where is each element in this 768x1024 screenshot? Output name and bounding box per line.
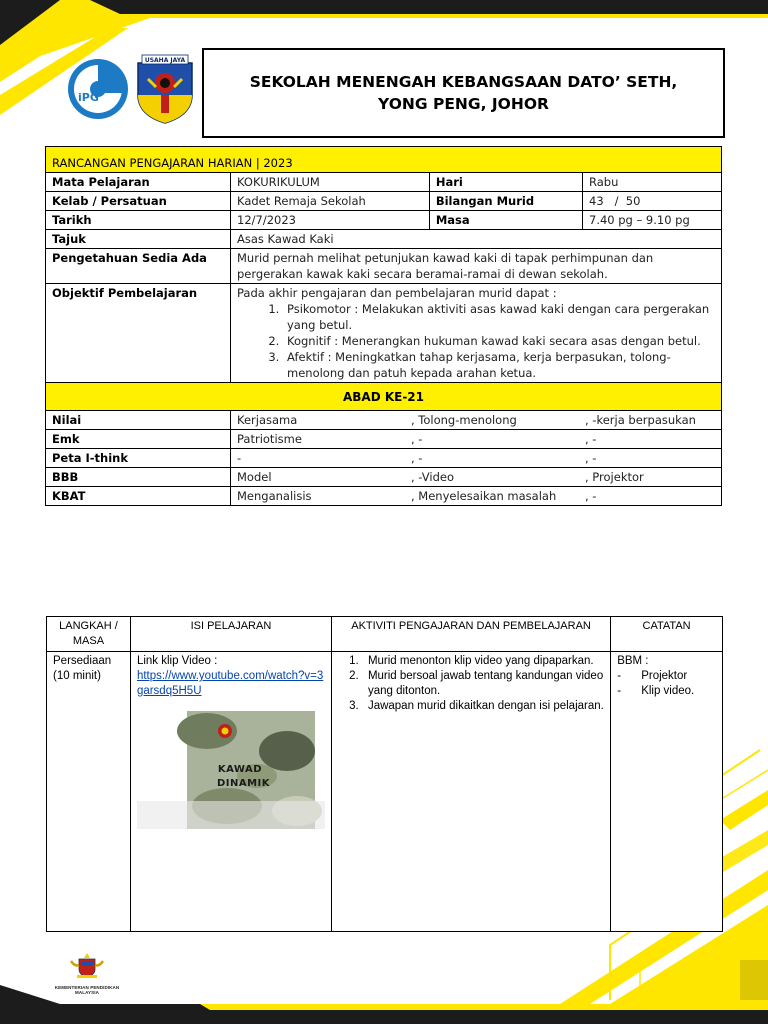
- catatan-item: - Projektor: [617, 669, 716, 684]
- thumbnail-text: KAWAD DINAMIK: [216, 764, 270, 789]
- abad-value: , -: [411, 451, 423, 465]
- school-name: SEKOLAH MENENGAH KEBANGSAAN DATO’ SETH, YONG PENG, JOHOR: [249, 73, 678, 113]
- svg-text:USAHA JAYA: USAHA JAYA: [144, 57, 186, 64]
- label-nilai: Nilai: [46, 411, 231, 430]
- school-crest-icon: [134, 53, 196, 125]
- catatan-title: BBM :: [617, 655, 649, 667]
- label-peta-ithink: Peta I-think: [46, 449, 231, 468]
- abad-value: , -kerja berpasukan: [585, 413, 696, 427]
- label-pengetahuan: Pengetahuan Sedia Ada: [46, 249, 231, 284]
- label-bilangan: Bilangan Murid: [429, 192, 582, 211]
- catatan-list: [617, 669, 716, 699]
- abad-title: ABAD KE-21: [46, 383, 722, 411]
- label-kbat: KBAT: [46, 487, 231, 506]
- abad-value: , -Video: [411, 470, 455, 484]
- cell-langkah: Persediaan (10 minit): [47, 652, 131, 932]
- label-tarikh: Tarikh: [46, 211, 231, 230]
- value-mata-pelajaran: KOKURIKULUM: [231, 173, 430, 192]
- label-kelab: Kelab / Persatuan: [46, 192, 231, 211]
- school-title-box: [202, 48, 725, 138]
- rph-table: [45, 146, 722, 506]
- objektif-list: [283, 301, 715, 381]
- abad-value: , Projektor: [585, 470, 644, 484]
- value-tarikh: 12/7/2023: [231, 211, 430, 230]
- value-pengetahuan: Murid pernah melihat petunjukan kawad kaki di tapak perhimpunan dan pergerakan kawak kaki secara beramai-ramai di dewan sekolah.: [231, 249, 722, 284]
- label-bbb: BBB: [46, 468, 231, 487]
- rph-title: RANCANGAN PENGAJARAN HARIAN | 2023: [46, 147, 722, 173]
- value-masa: 7.40 pg – 9.10 pg: [583, 211, 722, 230]
- isi-label: Link klip Video :: [136, 655, 218, 667]
- aktiviti-item: 2. Murid bersoal jawab tentang kandungan video yang ditonton.: [362, 669, 604, 699]
- abad-value: Menganalisis: [237, 489, 312, 503]
- aktiviti-item: 3. Jawapan murid dikaitkan dengan isi pelajaran.: [362, 699, 604, 714]
- label-tajuk: Tajuk: [46, 230, 231, 249]
- abad-value: , -: [585, 451, 597, 465]
- abad-value: , -: [585, 489, 597, 503]
- value-bbb: [231, 468, 722, 487]
- value-kelab: Kadet Remaja Sekolah: [231, 192, 430, 211]
- video-thumbnail[interactable]: [137, 711, 325, 829]
- objektif-item: 2. Kognitif : Menerangkan hukuman kawad kaki secara asas dengan betul.: [283, 333, 715, 349]
- abad-value: -: [237, 451, 242, 465]
- label-emk: Emk: [46, 430, 231, 449]
- ministry-logo: [47, 951, 127, 995]
- cell-isi: [130, 652, 331, 932]
- abad-value: Kerjasama: [237, 413, 298, 427]
- catatan-item: - Klip video.: [617, 684, 716, 699]
- value-bilangan: 43 / 50: [583, 192, 722, 211]
- ipg-logo-icon: [66, 57, 130, 121]
- value-nilai: [231, 411, 722, 430]
- abad-value: , -: [585, 432, 597, 446]
- cell-catatan: [611, 652, 723, 932]
- value-objektif: [231, 284, 722, 383]
- value-tajuk: Asas Kawad Kaki: [231, 230, 722, 249]
- value-kbat: [231, 487, 722, 506]
- abad-value: Patriotisme: [237, 432, 302, 446]
- abad-value: , -: [411, 432, 423, 446]
- objektif-intro: Pada akhir pengajaran dan pembelajaran murid dapat :: [237, 286, 557, 300]
- value-hari: Rabu: [583, 173, 722, 192]
- cell-aktiviti: [331, 652, 610, 932]
- objektif-item: 1. Psikomotor : Melakukan aktiviti asas kawad kaki dengan cara pergerakan yang betul.: [283, 301, 715, 333]
- header-catatan: CATATAN: [611, 617, 723, 652]
- value-peta-ithink: [231, 449, 722, 468]
- abad-value: , Menyelesaikan masalah: [411, 489, 557, 503]
- ministry-name: KEMENTERIAN PENDIDIKAN MALAYSIA: [54, 985, 120, 995]
- video-link[interactable]: https://www.youtube.com/watch?v=3garsdq5H5U: [136, 670, 324, 697]
- abad-value: Model: [237, 470, 272, 484]
- label-hari: Hari: [429, 173, 582, 192]
- value-emk: [231, 430, 722, 449]
- header-isi: ISI PELAJARAN: [130, 617, 331, 652]
- objektif-item: 3. Afektif : Meningkatkan tahap kerjasama, kerja berpasukan, tolong-menolong dan patuh kepada arahan ketua.: [283, 349, 715, 381]
- label-mata-pelajaran: Mata Pelajaran: [46, 173, 231, 192]
- aktiviti-item: 1. Murid menonton klip video yang dipaparkan.: [362, 654, 604, 669]
- label-objektif: Objektif Pembelajaran: [46, 284, 231, 383]
- svg-text:iPG: iPG: [78, 91, 99, 104]
- header-langkah: LANGKAH / MASA: [47, 617, 131, 652]
- malaysia-coat-of-arms-icon: [67, 951, 107, 979]
- lesson-table: [46, 616, 723, 932]
- aktiviti-list: [362, 654, 604, 714]
- abad-value: , Tolong-menolong: [411, 413, 517, 427]
- header-aktiviti: AKTIVITI PENGAJARAN DAN PEMBELAJARAN: [331, 617, 610, 652]
- label-masa: Masa: [429, 211, 582, 230]
